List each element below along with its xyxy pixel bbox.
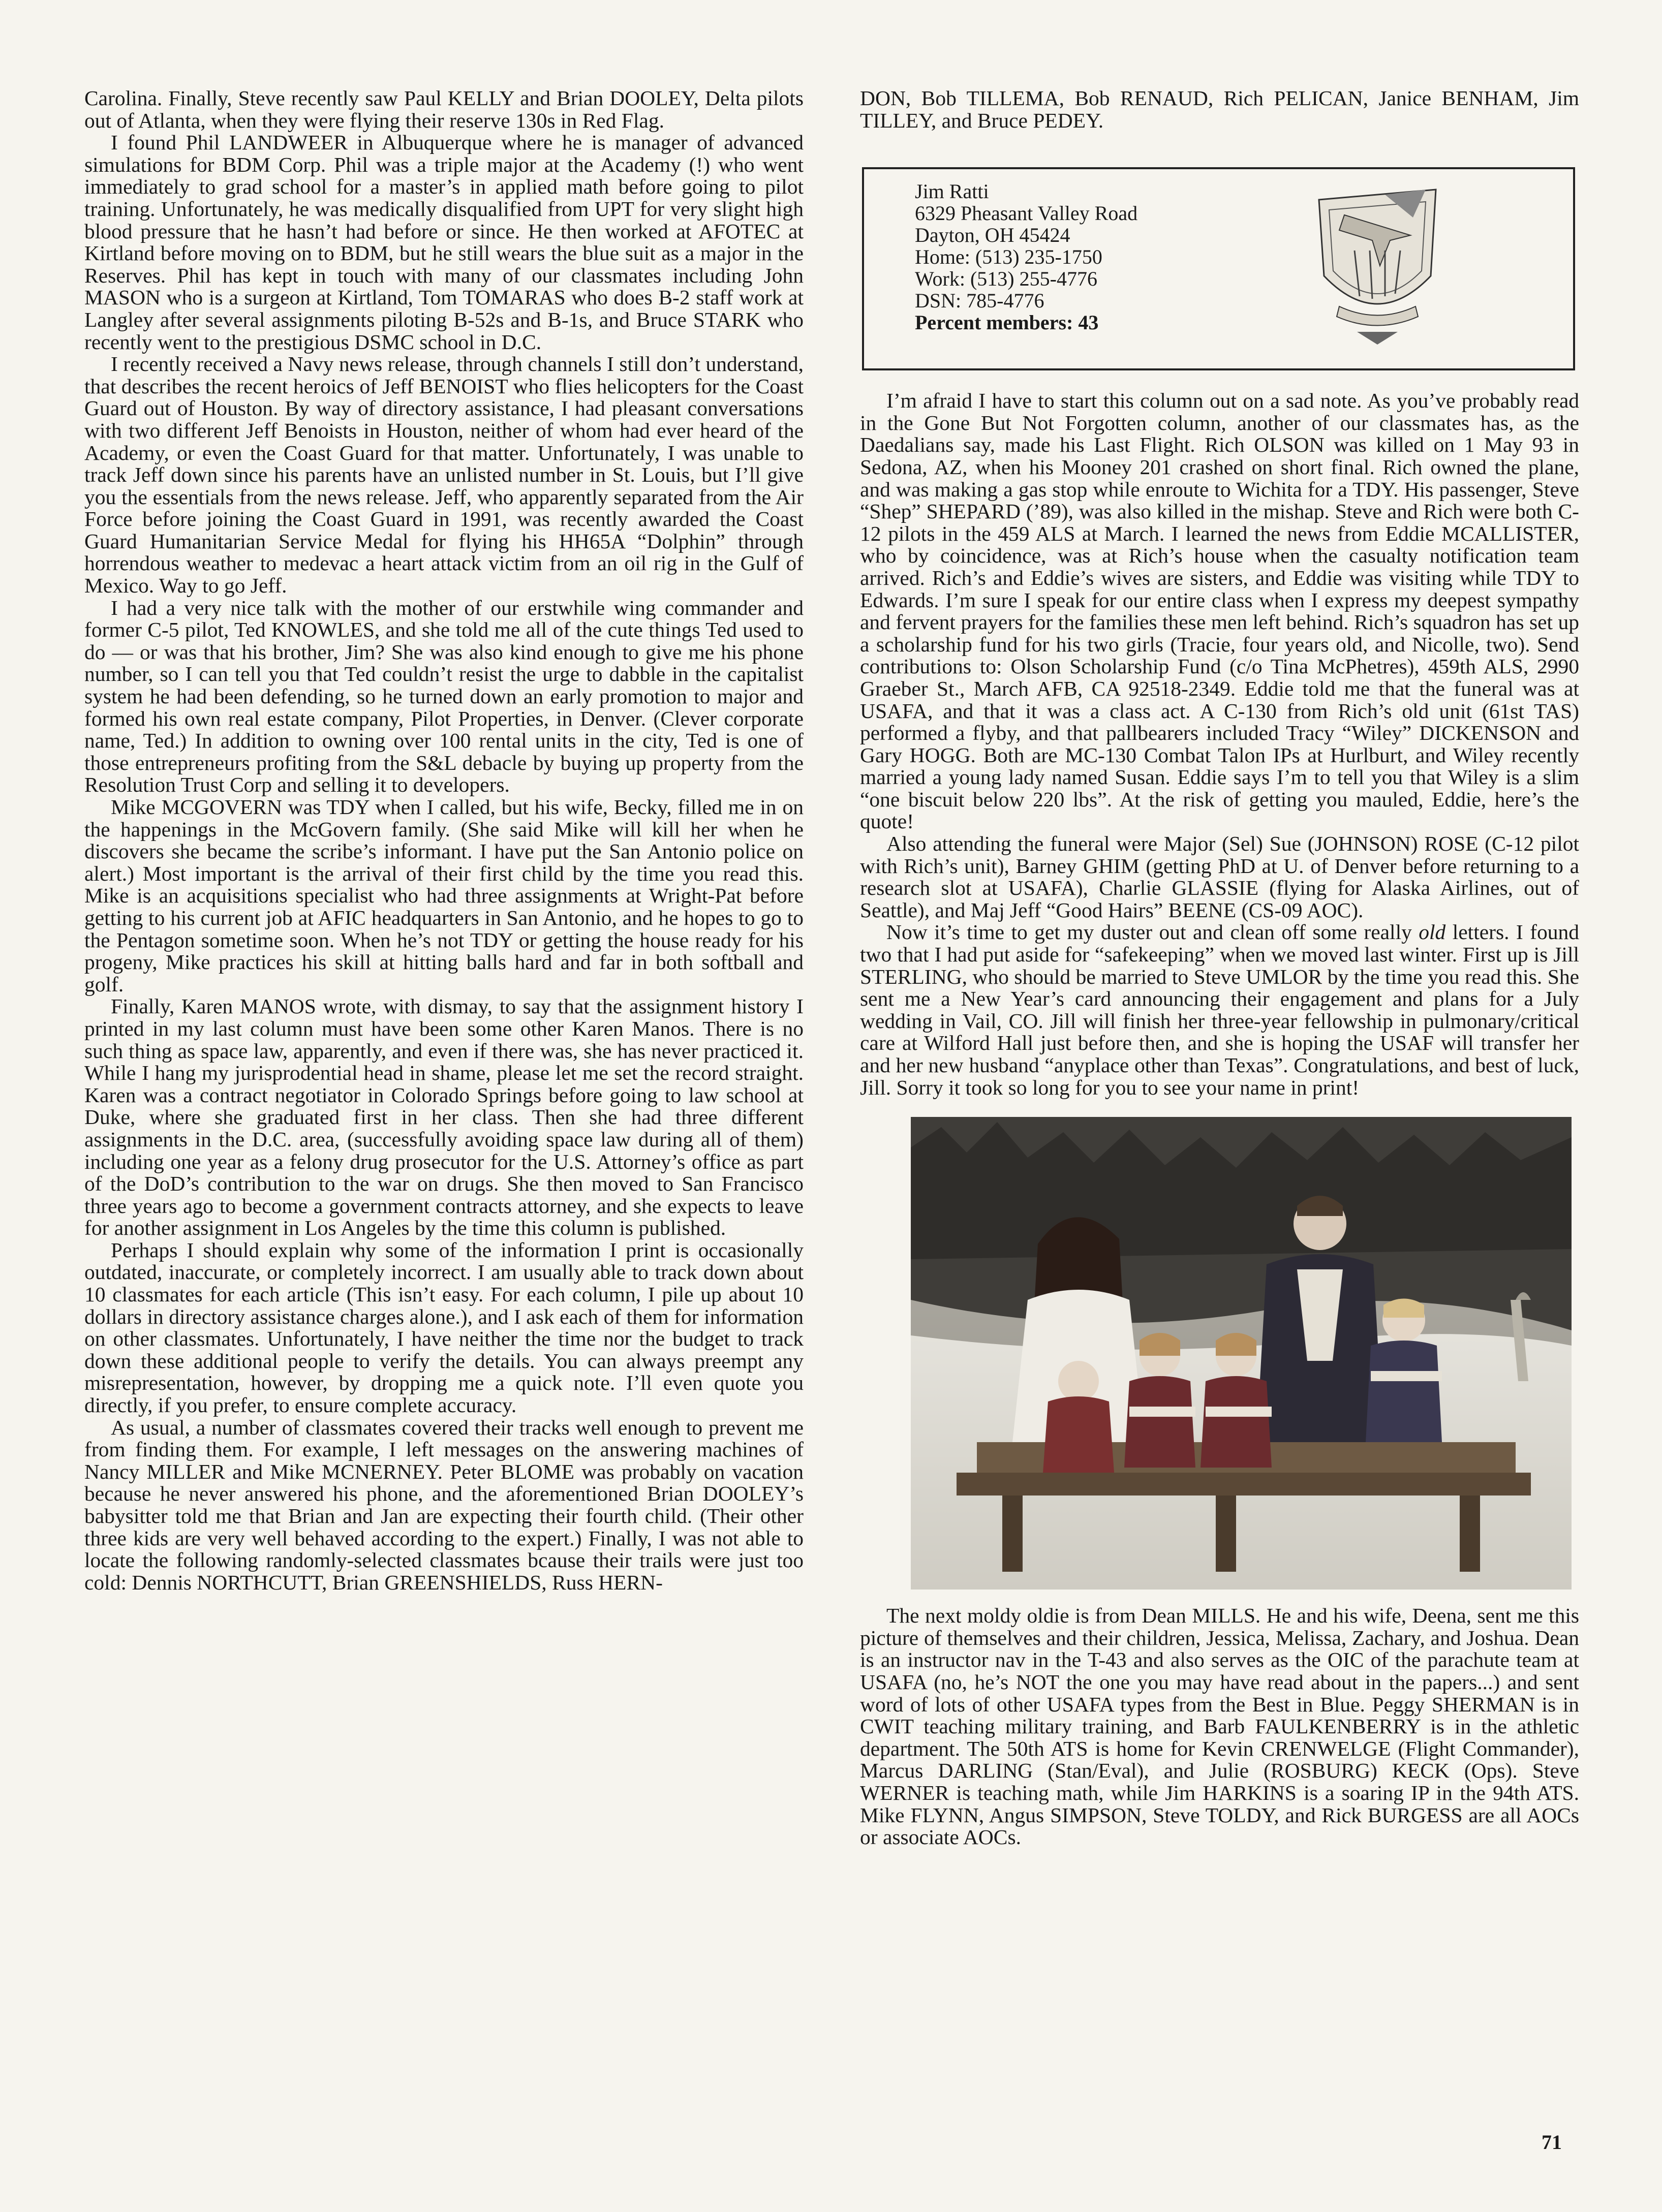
contact-name: Jim Ratti xyxy=(915,180,989,203)
text-run: letters. I found two that I had put aside for “safekeeping” when we moved last winter. First up is Jill STERLING, who should be married to Steve UMLOR by the time you read this. She sent me a New Year’s card announcing their engagement and plans for a July wedding in Vail, CO. Jill will finish her three-year fellowship in pulmonary/critical care at Wilford Hall just before then, and she is hoping the USAF will transfer her and her new husband “anyplace other than Texas”. Congratulations, and best of luck, Jill. Sorry it took so long for you to see your name in print! xyxy=(860,920,1579,1099)
left-column xyxy=(84,87,804,1594)
contact-dsn: DSN: 785-4776 xyxy=(915,289,1044,313)
article-paragraph: Perhaps I should explain why some of the information I print is occasionally outdated, inaccurate, or completely incorrect. I am usually able to track down about 10 classmates for each article (This isn’t easy. For each column, I pile up about 10 dollars in directory assistance charges alone.), and I ask each of them for information on other classmates. Unfortunately, I have neither the time nor the budget to track down these additional people to verify the details. You can always preempt any misrepresentation, however, by dropping me a quick note. I’ll even quote you directly, if you prefer, to ensure complete accuracy. xyxy=(84,1238,804,1417)
contact-details xyxy=(915,180,1137,333)
article-paragraph: DON, Bob TILLEMA, Bob RENAUD, Rich PELICAN, Janice BENHAM, Jim TILLEY, and Bruce PEDEY. xyxy=(860,86,1579,132)
article-paragraph: I had a very nice talk with the mother of our erstwhile wing commander and former C-5 pilot, Ted KNOWLES, and she told me all of the cute things Ted used to do — or was that his brother, Jim? She was also kind enough to give me his phone number, so I can tell you that Ted couldn’t resist the urge to dabble in the capitalist system he had been defending, so he turned down an early promotion to major and formed his own real estate company, Pilot Properties, in Denver. (Clever corporate name, Ted.) In addition to owning over 100 rental units in the city, Ted is one of those entrepreneurs profiting from the S&L debacle by buying up property from the Resolution Trust Corp and selling it to developers. xyxy=(84,596,804,797)
article-paragraph: I recently received a Navy news release, through channels I still don’t understand, that describes the recent heroics of Jeff BENOIST who flies helicopters for the Coast Guard out of Houston. By way of directory assistance, I had pleasant conversations with two different Jeff Benoists in Houston, neither of whom had ever heard of the Academy, or even the Coast Guard for that matter. Unfortunately, I was unable to track Jeff down since his parents have an unlisted number in St. Louis, but I’ll give you the essentials from the news release. Jeff, who apparently separated from the Air Force before joining the Coast Guard in 1991, was recently awarded the Coast Guard Humanitarian Service Medal for flying his HH65A “Dolphin” through horrendous weather to medevac a heart attack victim from an oil rig in the Gulf of Mexico. Way to go Jeff. xyxy=(84,352,804,598)
page-number: 71 xyxy=(1542,2131,1562,2154)
article-paragraph: Also attending the funeral were Major (Sel) Sue (JOHNSON) ROSE (C-12 pilot with Rich’s unit), Barney GHIM (getting PhD at U. of Denver before returning to a research slot at USAFA), Charlie GLASSIE (flying for Alaska Airlines, out of Seattle), and Maj Jeff “Good Hairs” BEENE (CS-09 AOC). xyxy=(860,832,1579,922)
article-paragraph: Carolina. Finally, Steve recently saw Paul KELLY and Brian DOOLEY, Delta pilots out of Atlanta, when they were flying their reserve 130s in Red Flag. xyxy=(84,86,804,132)
article-paragraph xyxy=(860,921,1579,1099)
contact-percent-members: Percent members: 43 xyxy=(915,311,1099,334)
family-photo xyxy=(911,1117,1572,1590)
contact-street: 6329 Pheasant Valley Road xyxy=(915,202,1138,225)
article-paragraph: I found Phil LANDWEER in Albuquerque where he is manager of advanced simulations for BDM Corp. Phil was a triple major at the Academy (!) who went immediately to grad school for a master’s in applied math before going to pilot training. Unfortunately, he was medically disqualified from UPT for very slight high blood pressure that he hasn’t had before or since. He then worked at AFOTEC at Kirtland before moving on to BDM, but he still wears the blue suit as a major in the Reserves. Phil has kept in touch with many of our classmates including John MASON who is a surgeon at Kirtland, Tom TOMARAS who does B-2 staff work at Langley after several assignments piloting B-52s and B-1s, and Bruce STARK who recently went to the prestigious DSMC school in D.C. xyxy=(84,131,804,354)
right-column xyxy=(860,87,1579,1849)
class-scribe-contact-box xyxy=(862,167,1575,370)
article-paragraph: Mike MCGOVERN was TDY when I called, but his wife, Becky, filled me in on the happenings in the McGovern family. (She said Mike will kill her when he discovers she became the scribe’s informant. I have put the San Antonio police on alert.) Most important is the arrival of their first child by the time you read this. Mike is an acquisitions specialist who had three assignments at Wright-Pat before getting to his current job at AFIC headquarters in San Antonio, and he hopes to go to the Pentagon sometime soon. When he’s not TDY or getting the house ready for his progeny, Mike practices his skill at hitting balls hard and far in both softball and golf. xyxy=(84,795,804,996)
text-run: Now it’s time to get my duster out and clean off some really xyxy=(886,920,1419,944)
contact-work-phone: Work: (513) 255-4776 xyxy=(915,267,1097,291)
class-crest-icon xyxy=(1309,179,1446,347)
contact-home-phone: Home: (513) 235-1750 xyxy=(915,245,1102,269)
contact-city: Dayton, OH 45424 xyxy=(915,224,1070,247)
article-paragraph: I’m afraid I have to start this column out on a sad note. As you’ve probably read in the Gone But Not Forgotten column, another of our classmates has, as the Daedalians say, made his Last Flight. Rich OLSON was killed on 1 May 93 in Sedona, AZ, when his Mooney 201 crashed on short final. Rich owned the plane, and was making a gas stop while enroute to Wichita for a TDY. His passenger, Steve “Shep” SHEPARD (’89), was also killed in the mishap. Steve and Rich were both C-12 pilots in the 459 ALS at March. I learned the news from Eddie MCALLISTER, who by coincidence, was at Rich’s house when the casualty notification team arrived. Rich’s and Eddie’s wives are sisters, and Eddie was visiting while TDY to Edwards. I’m sure I speak for our entire class when I express my deepest sympathy and fervent prayers for the families these men left behind. Rich’s squadron has set up a scholarship fund for his two girls (Tracie, four years old, and Nicolle, two). Send contributions to: Olson Scholarship Fund (c/o Tina McPhetres), 459th ALS, 2990 Graeber St., March AFB, CA 92518-2349. Eddie told me that the funeral was at USAFA, and that it was a class act. A C-130 from Rich’s old unit (61st TAS) performed a flyby, and that pallbearers included Tracy “Wiley” DICKENSON and Gary HOGG. Both are MC-130 Combat Talon IPs at Hurlburt, and Wiley recently married a young lady named Susan. Eddie says I’m to tell you that Wiley is a slim “one biscuit below 220 lbs”. At the risk of getting you mauled, Eddie, here’s the quote! xyxy=(860,389,1579,833)
emphasis-text: old xyxy=(1419,920,1446,944)
article-paragraph: The next moldy oldie is from Dean MILLS. He and his wife, Deena, sent me this picture of themselves and their children, Jessica, Melissa, Zachary, and Joshua. Dean is an instructor nav in the T-43 and also serves as the OIC of the parachute team at USAFA (no, he’s NOT the one you may have read about in the papers...) and sent word of lots of other USAFA types from the Best in Blue. Peggy SHERMAN is in CWIT teaching military training, and Barb FAULKENBERRY is in the athletic department. The 50th ATS is home for Kevin CRENWELGE (Flight Commander), Marcus DARLING (Stan/Eval), and Julie (ROSBURG) KECK (Ops). Steve WERNER is teaching math, while Jim HARKINS is a soaring IP in the 94th ATS. Mike FLYNN, Angus SIMPSON, Steve TOLDY, and Rick BURGESS are all AOCs or associate AOCs. xyxy=(860,1604,1579,1849)
article-paragraph: Finally, Karen MANOS wrote, with dismay, to say that the assignment history I printed in my last column must have been some other Karen Manos. There is no such thing as space law, apparently, and even if there was, she has never practiced it. While I hang my jurisprodential head in shame, please let me set the record straight. Karen was a contract negotiator in Colorado Springs before going to law school at Duke, where she graduated first in her class. Then she had three different assignments in the D.C. area, (successfully avoiding space law during all of them) including one year as a felony drug prosecutor for the U.S. Attorney’s office as part of the DoD’s contribution to the war on drugs. She then moved to San Francisco three years ago to become a government contracts attorney, and she expects to leave for another assignment in Los Angeles by the time this column is published. xyxy=(84,994,804,1240)
article-paragraph: As usual, a number of classmates covered their tracks well enough to prevent me from finding them. For example, I left messages on the answering machines of Nancy MILLER and Mike MCNERNEY. Peter BLOME was probably on vacation because he never answered his phone, and the aforementioned Brian DOOLEY’s babysitter told me that Brian and Jan are expecting their fourth child. (Their other three kids are very well behaved according to the expert.) Finally, I was not able to locate the following randomly-selected classmates bcause their trails were just too cold: Dennis NORTHCUTT, Brian GREENSHIELDS, Russ HERN- xyxy=(84,1415,804,1594)
